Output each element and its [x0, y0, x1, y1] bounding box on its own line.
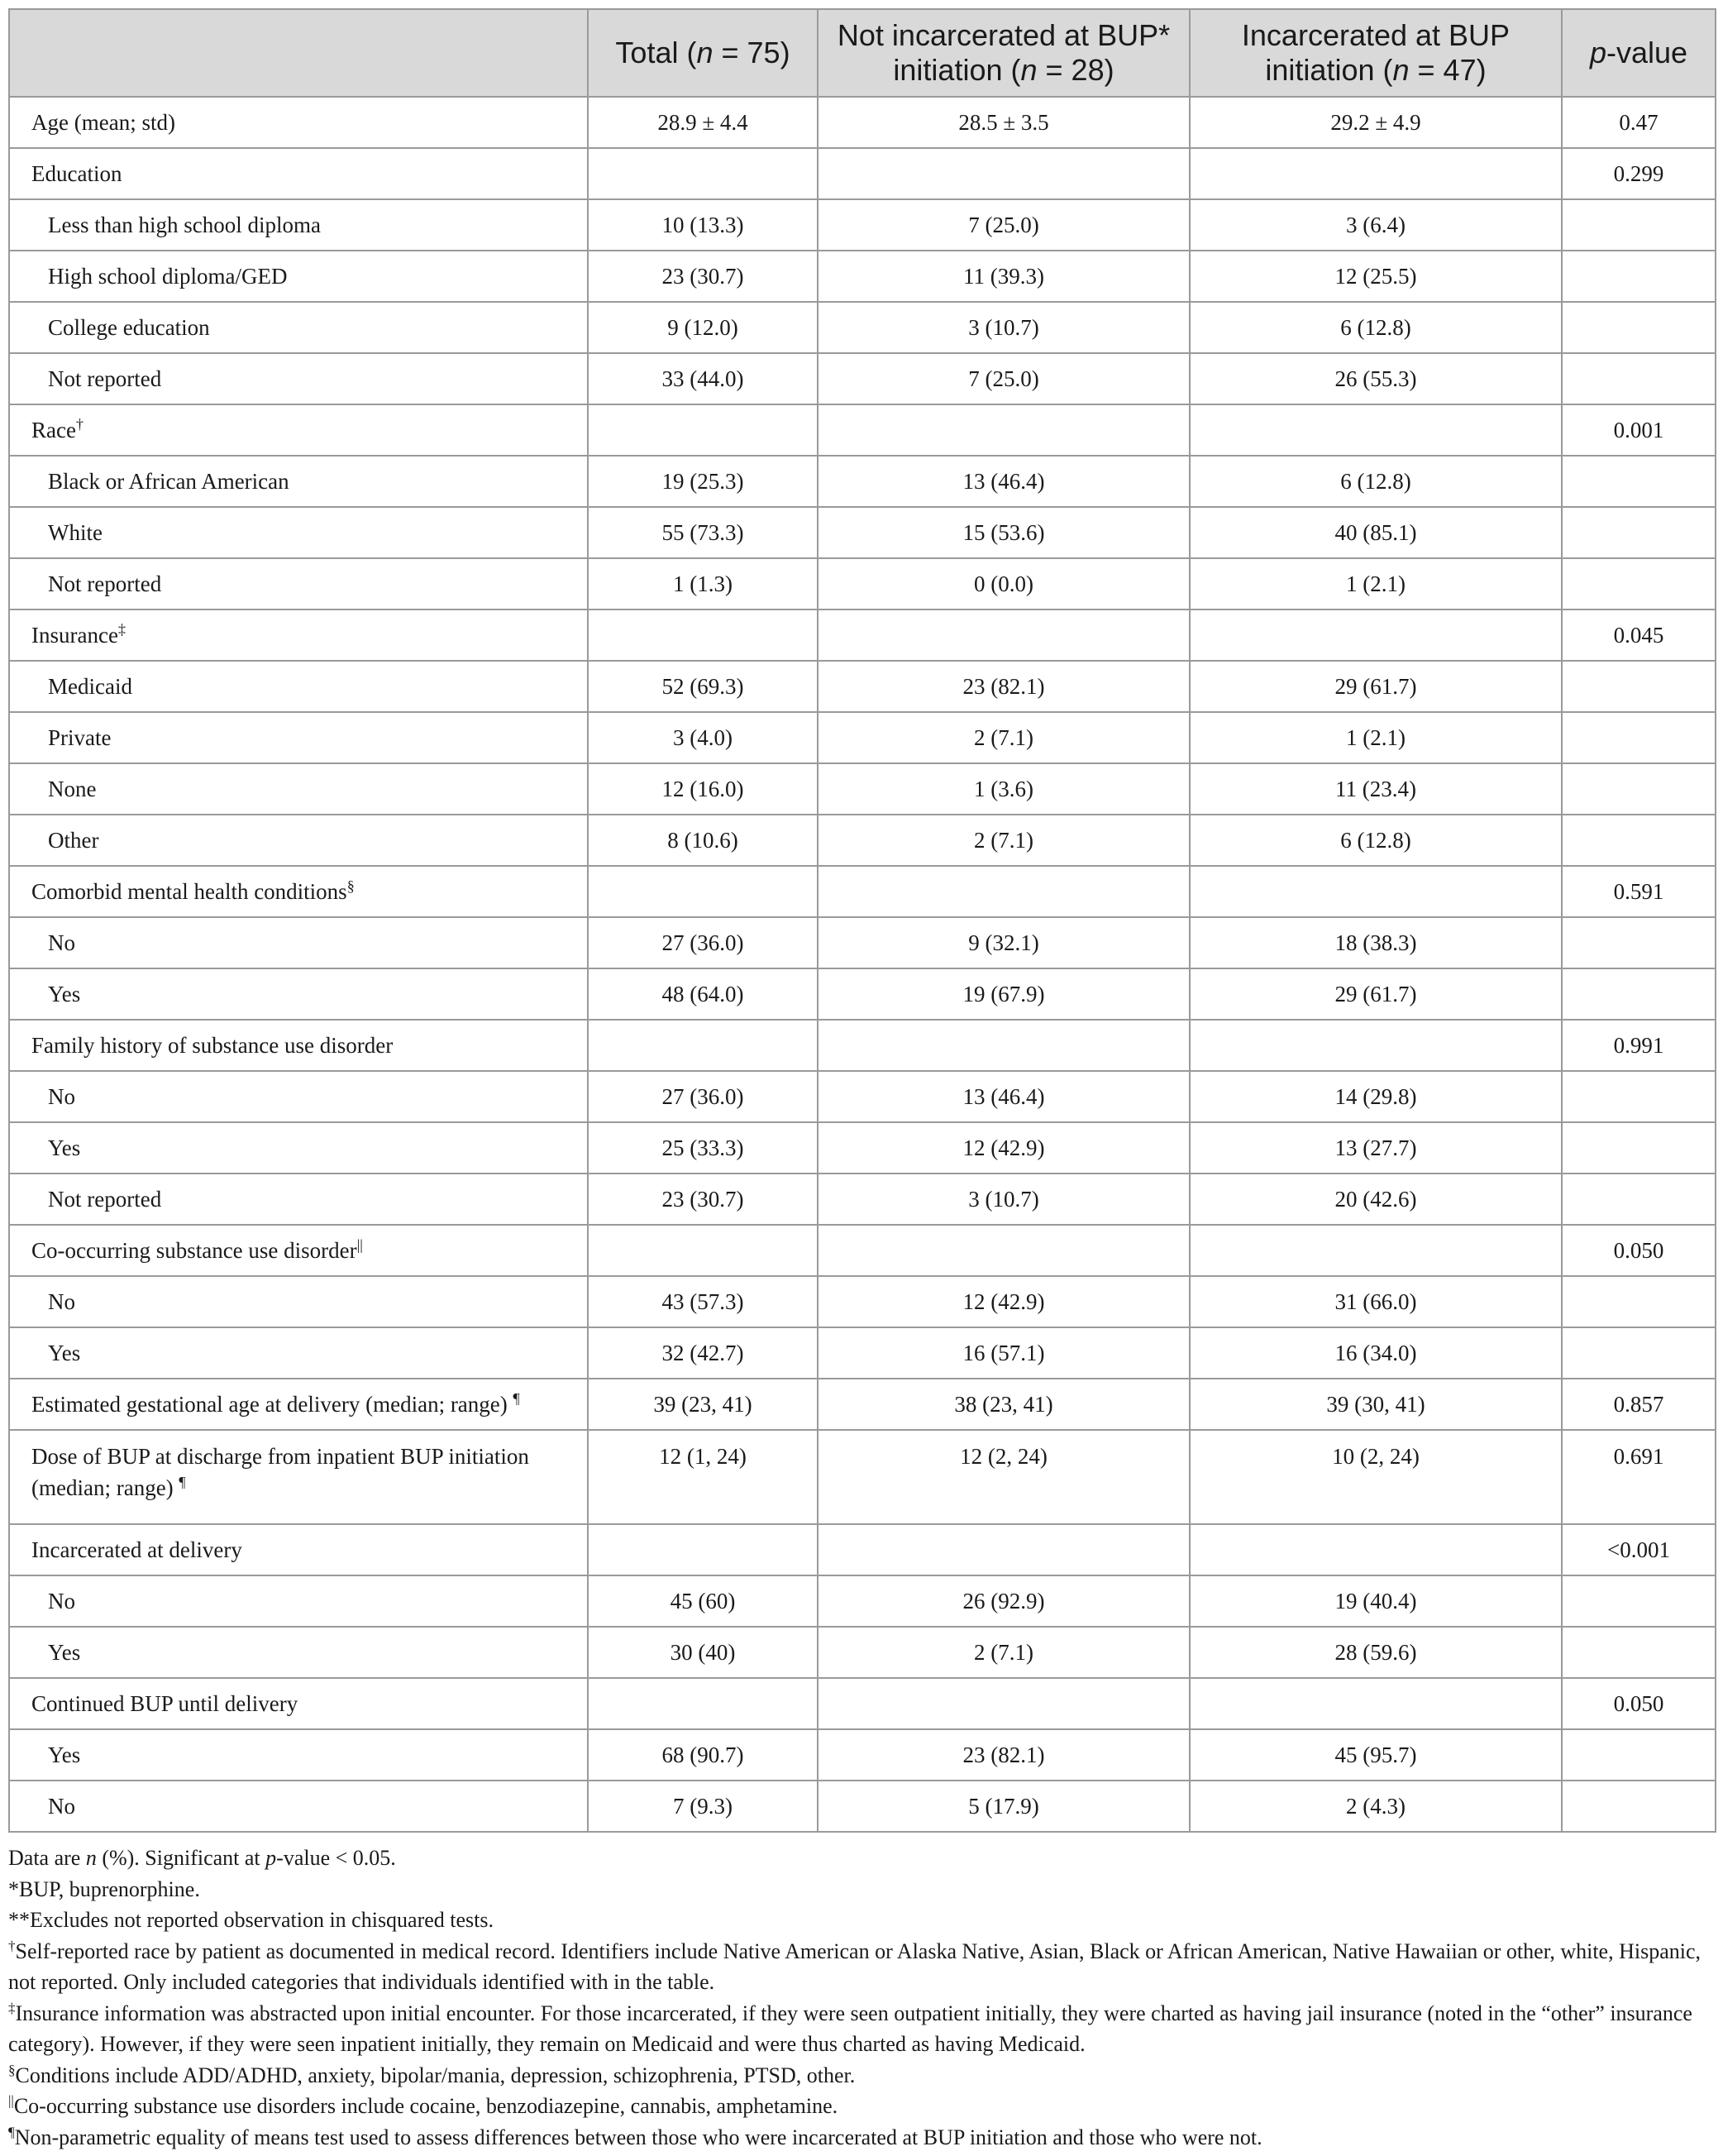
- table-header-row: [9, 9, 1716, 97]
- header-text: = 47): [1409, 53, 1487, 87]
- table-cell: 7 (25.0): [818, 353, 1190, 404]
- row-label: [9, 1225, 588, 1276]
- row-label-text: College education: [48, 314, 210, 340]
- table-cell: 19 (40.4): [1190, 1575, 1562, 1627]
- row-label-text: Yes: [48, 1742, 81, 1767]
- footnote-mark: †: [75, 415, 84, 433]
- row-label-text: No: [48, 1288, 75, 1314]
- row-label: [9, 610, 588, 661]
- table-cell: [818, 1020, 1190, 1071]
- table-cell: 30 (40): [588, 1627, 818, 1678]
- table-cell: 7 (9.3): [588, 1781, 818, 1832]
- table-cell: [1562, 712, 1716, 763]
- table-body: [9, 97, 1716, 1832]
- table-cell: [1562, 199, 1716, 251]
- footnote: [8, 1905, 1715, 1936]
- table-cell: 16 (57.1): [818, 1327, 1190, 1379]
- row-label-text: None: [48, 776, 97, 801]
- table-cell: 12 (42.9): [818, 1122, 1190, 1174]
- header-text: Not incarcerated at BUP* initiation (: [837, 18, 1171, 87]
- row-label: [9, 1781, 588, 1832]
- row-label-text: Continued BUP until delivery: [31, 1690, 298, 1716]
- row-label: [9, 661, 588, 712]
- table-cell: 23 (82.1): [818, 661, 1190, 712]
- table-cell: 1 (3.6): [818, 763, 1190, 815]
- row-label: [9, 1020, 588, 1071]
- footnote-mark: †: [8, 1937, 16, 1953]
- row-label-text: Race: [31, 417, 76, 442]
- table-cell: 68 (90.7): [588, 1729, 818, 1781]
- column-header: [818, 9, 1190, 97]
- table-cell: 32 (42.7): [588, 1327, 818, 1379]
- row-label-text: Private: [48, 724, 112, 750]
- table-cell: 13 (46.4): [818, 1071, 1190, 1122]
- table-cell: 48 (64.0): [588, 968, 818, 1020]
- table-row: [9, 1430, 1716, 1524]
- table-cell: 19 (67.9): [818, 968, 1190, 1020]
- table-cell: 0.050: [1562, 1225, 1716, 1276]
- header-text: -value: [1606, 36, 1688, 69]
- table-cell: 19 (25.3): [588, 456, 818, 507]
- demographics-table: [8, 8, 1716, 1833]
- table-cell: 12 (25.5): [1190, 251, 1562, 302]
- footnote-mark: ||: [8, 2092, 14, 2109]
- row-label: [9, 1071, 588, 1122]
- row-label-text: Incarcerated at delivery: [31, 1537, 242, 1562]
- row-label-text: Family history of substance use disorder: [31, 1032, 394, 1058]
- table-cell: [1562, 968, 1716, 1020]
- table-cell: [1562, 507, 1716, 558]
- table-cell: 10 (2, 24): [1190, 1430, 1562, 1524]
- table-cell: 3 (10.7): [818, 1174, 1190, 1225]
- table-cell: 28.9 ± 4.4: [588, 97, 818, 148]
- header-text: = 75): [713, 36, 790, 69]
- row-label-text: Insurance: [31, 622, 118, 648]
- table-cell: [1190, 148, 1562, 199]
- footnote-text: Conditions include ADD/ADHD, anxiety, bipolar/mania, depression, schizophrenia, PTSD, other.: [15, 2063, 856, 2087]
- row-label-text: Yes: [48, 1639, 81, 1665]
- table-cell: 2 (7.1): [818, 815, 1190, 866]
- table-cell: [588, 1524, 818, 1575]
- table-cell: [1562, 763, 1716, 815]
- column-header: [1562, 9, 1716, 97]
- footnote-text: Co-occurring substance use disorders include cocaine, benzodiazepine, cannabis, amphetamine.: [13, 2094, 838, 2118]
- table-cell: [1562, 1781, 1716, 1832]
- row-label: [9, 97, 588, 148]
- table-cell: 6 (12.8): [1190, 302, 1562, 353]
- footnote-mark: ¶: [179, 1474, 186, 1490]
- row-label-text: Comorbid mental health conditions: [31, 878, 347, 904]
- table-cell: 52 (69.3): [588, 661, 818, 712]
- row-label: [9, 302, 588, 353]
- row-label-text: Not reported: [48, 366, 162, 391]
- row-label: [9, 917, 588, 968]
- table-cell: [588, 1020, 818, 1071]
- table-cell: 23 (30.7): [588, 1174, 818, 1225]
- table-row: [9, 917, 1716, 968]
- row-label: [9, 1327, 588, 1379]
- table-cell: 12 (2, 24): [818, 1430, 1190, 1524]
- table-footnotes: [8, 1843, 1715, 2153]
- header-text: Incarcerated at BUP initiation (: [1241, 18, 1511, 87]
- table-row: [9, 661, 1716, 712]
- table-row: [9, 507, 1716, 558]
- table-cell: [1190, 610, 1562, 661]
- table-cell: 29 (61.7): [1190, 661, 1562, 712]
- table-cell: 3 (10.7): [818, 302, 1190, 353]
- table-cell: 3 (4.0): [588, 712, 818, 763]
- table-row: [9, 97, 1716, 148]
- table-cell: 7 (25.0): [818, 199, 1190, 251]
- table-cell: 45 (60): [588, 1575, 818, 1627]
- table-cell: 23 (82.1): [818, 1729, 1190, 1781]
- table-cell: [1562, 456, 1716, 507]
- table-row: [9, 353, 1716, 404]
- row-label: [9, 251, 588, 302]
- row-label-text: Medicaid: [48, 673, 132, 699]
- table-row: [9, 456, 1716, 507]
- table-cell: [1562, 251, 1716, 302]
- table-cell: [588, 404, 818, 456]
- table-cell: [818, 148, 1190, 199]
- table-cell: 0 (0.0): [818, 558, 1190, 610]
- table-cell: 27 (36.0): [588, 1071, 818, 1122]
- table-cell: 0.991: [1562, 1020, 1716, 1071]
- table-cell: 12 (16.0): [588, 763, 818, 815]
- table-cell: 0.591: [1562, 866, 1716, 917]
- table-cell: [1562, 1276, 1716, 1327]
- table-cell: 55 (73.3): [588, 507, 818, 558]
- table-cell: [1562, 1122, 1716, 1174]
- table-row: [9, 1276, 1716, 1327]
- table-cell: 18 (38.3): [1190, 917, 1562, 968]
- row-label: [9, 1379, 588, 1430]
- table-cell: 38 (23, 41): [818, 1379, 1190, 1430]
- table-cell: [588, 866, 818, 917]
- table-row: [9, 1327, 1716, 1379]
- table-row: [9, 1225, 1716, 1276]
- table-cell: 11 (23.4): [1190, 763, 1562, 815]
- row-label: [9, 558, 588, 610]
- table-cell: 13 (27.7): [1190, 1122, 1562, 1174]
- row-label-text: Estimated gestational age at delivery (median; range): [31, 1391, 513, 1417]
- table-cell: [1562, 917, 1716, 968]
- table-cell: [1190, 404, 1562, 456]
- table-cell: [818, 1225, 1190, 1276]
- table-row: [9, 302, 1716, 353]
- table-cell: 3 (6.4): [1190, 199, 1562, 251]
- table-cell: [1562, 1575, 1716, 1627]
- row-label: [9, 1678, 588, 1729]
- table-row: [9, 968, 1716, 1020]
- table-cell: 39 (30, 41): [1190, 1379, 1562, 1430]
- table-row: [9, 404, 1716, 456]
- row-label-text: Yes: [48, 1135, 81, 1160]
- row-label-text: Age (mean; std): [31, 109, 175, 135]
- row-label: [9, 968, 588, 1020]
- row-label-text: Not reported: [48, 571, 162, 596]
- table-cell: 9 (12.0): [588, 302, 818, 353]
- table-row: [9, 199, 1716, 251]
- table-cell: [1562, 815, 1716, 866]
- table-cell: 15 (53.6): [818, 507, 1190, 558]
- table-cell: 20 (42.6): [1190, 1174, 1562, 1225]
- table-row: [9, 712, 1716, 763]
- table-cell: 9 (32.1): [818, 917, 1190, 968]
- footnote-mark: ¶: [8, 2123, 15, 2139]
- row-label: [9, 1174, 588, 1225]
- table-cell: 45 (95.7): [1190, 1729, 1562, 1781]
- table-cell: 39 (23, 41): [588, 1379, 818, 1430]
- row-label: [9, 1729, 588, 1781]
- table-cell: [588, 610, 818, 661]
- table-cell: [1190, 1678, 1562, 1729]
- table-cell: [818, 1678, 1190, 1729]
- table-cell: [1190, 1020, 1562, 1071]
- table-cell: 23 (30.7): [588, 251, 818, 302]
- column-header: [1190, 9, 1562, 97]
- table-cell: [588, 148, 818, 199]
- table-cell: [818, 1524, 1190, 1575]
- row-label-text: No: [48, 1083, 75, 1109]
- table-cell: 25 (33.3): [588, 1122, 818, 1174]
- table-cell: [1562, 661, 1716, 712]
- table-cell: [1562, 302, 1716, 353]
- footnote-data-line: Data are n (%). Significant at p-value < 0.05.: [8, 1846, 396, 1870]
- table-row: [9, 815, 1716, 866]
- table-cell: [588, 1225, 818, 1276]
- table-cell: [588, 1678, 818, 1729]
- footnote: [8, 2060, 1715, 2091]
- table-row: [9, 610, 1716, 661]
- footnote-mark: ‡: [8, 1999, 16, 2015]
- footnote: [8, 2122, 1715, 2154]
- row-label-text: Less than high school diploma: [48, 212, 321, 237]
- table-cell: 10 (13.3): [588, 199, 818, 251]
- row-label: [9, 1430, 588, 1524]
- row-label-text: Yes: [48, 1340, 81, 1365]
- footnote-text: *BUP, buprenorphine.: [8, 1876, 200, 1901]
- table-cell: [1562, 1174, 1716, 1225]
- table-cell: 6 (12.8): [1190, 815, 1562, 866]
- table-cell: 40 (85.1): [1190, 507, 1562, 558]
- table-cell: [818, 404, 1190, 456]
- row-label: [9, 1575, 588, 1627]
- table-cell: [1562, 1729, 1716, 1781]
- table-row: [9, 1174, 1716, 1225]
- row-label: [9, 456, 588, 507]
- footnote: [8, 1936, 1715, 1998]
- table-row: [9, 1781, 1716, 1832]
- table-cell: 16 (34.0): [1190, 1327, 1562, 1379]
- header-italic: p: [1589, 36, 1606, 69]
- header-text: = 28): [1037, 53, 1114, 87]
- row-label-text: Black or African American: [48, 468, 289, 494]
- table-row: [9, 1122, 1716, 1174]
- table-cell: [1562, 1071, 1716, 1122]
- row-label: [9, 353, 588, 404]
- table-row: [9, 148, 1716, 199]
- footnote: [8, 1874, 1715, 1905]
- row-label-text: No: [48, 930, 75, 955]
- row-label-text: White: [48, 519, 103, 545]
- row-label-text: Yes: [48, 981, 81, 1006]
- table-cell: 29.2 ± 4.9: [1190, 97, 1562, 148]
- table-cell: 26 (92.9): [818, 1575, 1190, 1627]
- table-cell: 28.5 ± 3.5: [818, 97, 1190, 148]
- table-cell: 33 (44.0): [588, 353, 818, 404]
- table-cell: 26 (55.3): [1190, 353, 1562, 404]
- table-cell: 31 (66.0): [1190, 1276, 1562, 1327]
- row-label-text: Not reported: [48, 1186, 162, 1212]
- table-cell: <0.001: [1562, 1524, 1716, 1575]
- row-label: [9, 1276, 588, 1327]
- header-italic: n: [696, 36, 714, 69]
- table-row: [9, 1071, 1716, 1122]
- table-cell: 11 (39.3): [818, 251, 1190, 302]
- footnote-mark: §: [346, 877, 355, 894]
- table-cell: [1562, 353, 1716, 404]
- table-cell: 13 (46.4): [818, 456, 1190, 507]
- table-row: [9, 1524, 1716, 1575]
- table-cell: [818, 610, 1190, 661]
- table-cell: 12 (1, 24): [588, 1430, 818, 1524]
- table-cell: [1562, 1327, 1716, 1379]
- table-cell: 12 (42.9): [818, 1276, 1190, 1327]
- table-cell: 5 (17.9): [818, 1781, 1190, 1832]
- table-row: [9, 1020, 1716, 1071]
- header-text: Total (: [615, 36, 697, 69]
- table-cell: 6 (12.8): [1190, 456, 1562, 507]
- table-row: [9, 1729, 1716, 1781]
- row-label: [9, 815, 588, 866]
- table-cell: 0.47: [1562, 97, 1716, 148]
- table-row: [9, 763, 1716, 815]
- table-row: [9, 558, 1716, 610]
- row-label-text: Dose of BUP at discharge from inpatient BUP initiation (median; range): [31, 1444, 529, 1500]
- footnote: [8, 2091, 1715, 2122]
- table-row: [9, 1379, 1716, 1430]
- table-cell: 2 (7.1): [818, 712, 1190, 763]
- row-label: [9, 148, 588, 199]
- row-label-text: Co-occurring substance use disorder: [31, 1237, 357, 1263]
- table-cell: [1562, 558, 1716, 610]
- table-cell: 2 (7.1): [818, 1627, 1190, 1678]
- footnote-mark: ¶: [513, 1389, 520, 1407]
- footnote-text: **Excludes not reported observation in chisquared tests.: [8, 1908, 494, 1932]
- table-cell: 0.050: [1562, 1678, 1716, 1729]
- table-cell: 29 (61.7): [1190, 968, 1562, 1020]
- row-label: [9, 507, 588, 558]
- row-label: [9, 712, 588, 763]
- header-italic: n: [1392, 53, 1410, 87]
- row-label-text: No: [48, 1588, 75, 1613]
- footnote-text: Self-reported race by patient as documented in medical record. Identifiers include Native American or Alaska Native, Asian, Black or African American, Native Hawaiian or other, white, Hispanic, not reported. Only included categories that individuals identified with in the table.: [8, 1938, 1701, 1994]
- row-label: [9, 1122, 588, 1174]
- table-cell: 1 (1.3): [588, 558, 818, 610]
- footnote-mark: ‡: [117, 620, 126, 638]
- footnote-mark: §: [8, 2061, 16, 2077]
- table-cell: 8 (10.6): [588, 815, 818, 866]
- table-cell: 0.299: [1562, 148, 1716, 199]
- table-cell: [1190, 866, 1562, 917]
- column-header: [588, 9, 818, 97]
- table-cell: 1 (2.1): [1190, 558, 1562, 610]
- table-row: [9, 1575, 1716, 1627]
- table-row: [9, 866, 1716, 917]
- row-label: [9, 1524, 588, 1575]
- table-row: [9, 251, 1716, 302]
- table-cell: 27 (36.0): [588, 917, 818, 968]
- table-cell: 28 (59.6): [1190, 1627, 1562, 1678]
- table-row: [9, 1678, 1716, 1729]
- footnote-text: Insurance information was abstracted upon initial encounter. For those incarcerated, if they were seen outpatient initially, they were charted as having jail insurance (noted in the “other” insurance category). However, if they were seen inpatient initially, they remain on Medicaid and were thus charted as having Medicaid.: [8, 2001, 1692, 2056]
- row-label-text: Other: [48, 827, 99, 853]
- footnote-text: Non-parametric equality of means test used to assess differences between those who were incarcerated at BUP initiation and those who were not.: [14, 2125, 1262, 2149]
- row-label: [9, 404, 588, 456]
- footnote: [8, 1998, 1715, 2060]
- table-cell: 1 (2.1): [1190, 712, 1562, 763]
- table-cell: 43 (57.3): [588, 1276, 818, 1327]
- row-label: [9, 763, 588, 815]
- header-italic: n: [1020, 53, 1038, 87]
- table-cell: 0.045: [1562, 610, 1716, 661]
- table-cell: [1562, 1627, 1716, 1678]
- table-row: [9, 1627, 1716, 1678]
- row-label: [9, 199, 588, 251]
- table-cell: 2 (4.3): [1190, 1781, 1562, 1832]
- footnote-mark: ||: [356, 1236, 363, 1253]
- table-cell: [1190, 1225, 1562, 1276]
- table-cell: [818, 866, 1190, 917]
- table-cell: 14 (29.8): [1190, 1071, 1562, 1122]
- row-label-text: Education: [31, 160, 122, 186]
- table-cell: 0.691: [1562, 1430, 1716, 1524]
- row-label: [9, 866, 588, 917]
- table-cell: 0.857: [1562, 1379, 1716, 1430]
- table-cell: 0.001: [1562, 404, 1716, 456]
- row-label: [9, 1627, 588, 1678]
- table-cell: [1190, 1524, 1562, 1575]
- column-header: [9, 9, 588, 97]
- row-label-text: No: [48, 1793, 75, 1819]
- row-label-text: High school diploma/GED: [48, 263, 288, 289]
